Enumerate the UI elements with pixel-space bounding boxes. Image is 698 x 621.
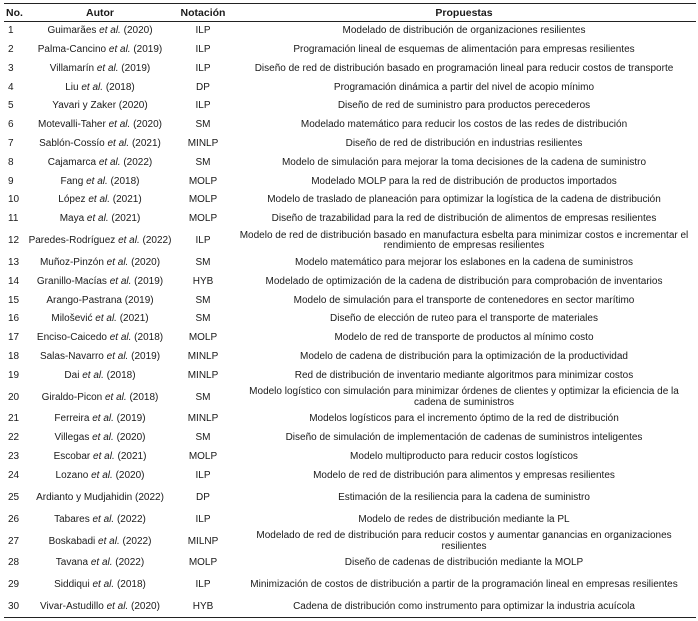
table-row [4, 229, 696, 254]
notation-cell: SM [195, 256, 211, 268]
proposal-cell: Modelo de simulación para mejorar la toma decisiones de la cadena de suministro [281, 156, 647, 168]
proposal-cell: Modelo de red de transporte de productos al mínimo costo [334, 332, 594, 344]
row-number: 24 [8, 469, 20, 481]
proposal-cell: Modelo multiproducto para reducir costos logísticos [350, 451, 578, 463]
notation-cell: ILP [195, 100, 211, 112]
author-cell [26, 448, 174, 467]
table-row [4, 135, 696, 154]
et-al: et al. [86, 175, 108, 187]
author-name: Villamarín [49, 62, 97, 74]
proposal-cell: Modelado de red de distribución para reducir costos y aumentar ganancias en organizaciones resilientes [256, 530, 672, 552]
author-year: (2018) [103, 369, 136, 381]
notation-cell: MOLP [188, 451, 218, 463]
author-cell [26, 554, 174, 573]
proposal-cell: Diseño de elección de ruteo para el transporte de materiales [330, 313, 598, 325]
notation-cell: MOLP [188, 194, 218, 206]
author-name: Ferreira [54, 413, 93, 425]
row-number: 15 [8, 294, 20, 306]
notation-cell: SM [195, 156, 211, 168]
table-row [4, 78, 696, 97]
notation-cell: MINLP [187, 350, 219, 362]
author-name: Cajamarca [47, 156, 99, 168]
author-name: Boskabadi [48, 535, 99, 547]
author-cell [26, 273, 174, 292]
proposal-cell: Modelo de redes de distribución mediante la PL [358, 513, 570, 525]
et-al: et al. [108, 119, 131, 131]
author-year: (2018) [131, 332, 164, 344]
author-cell [26, 41, 174, 60]
author-name: Ardianto y Mudjahidin (2022) [36, 491, 164, 503]
author-name: Milošević [51, 313, 96, 325]
author-name: Escobar [53, 451, 94, 463]
proposal-cell: Modelo de cadena de distribución para la optimización de la productividad [300, 350, 628, 362]
proposal-cell: Diseño de red de suministro para productos perecederos [337, 100, 591, 112]
table-body [4, 22, 696, 618]
row-number: 21 [8, 413, 20, 425]
notation-cell: HYB [192, 275, 214, 287]
author-cell [26, 291, 174, 310]
notation-cell: MOLP [188, 175, 218, 187]
table-row [4, 598, 696, 617]
table-row [4, 486, 696, 511]
row-number: 14 [8, 275, 20, 287]
author-year: (2022) [112, 557, 145, 569]
row-number: 8 [8, 156, 14, 168]
proposal-cell: Diseño de simulación de implementación de cadenas de suministros inteligentes [285, 432, 643, 444]
author-year: (2021) [110, 194, 142, 206]
row-number: 30 [4, 598, 26, 617]
row-number: 3 [8, 62, 14, 74]
et-al: et al. [91, 469, 113, 481]
notation-cell: ILP [195, 469, 211, 481]
author-year: (2021) [108, 213, 141, 225]
author-year: (2021) [116, 313, 149, 325]
author-cell [26, 135, 174, 154]
table-row [4, 385, 696, 410]
author-cell [26, 329, 174, 348]
notation-cell: MOLP [188, 557, 218, 569]
author-year: (2021) [114, 451, 147, 463]
header-row [4, 4, 696, 22]
notation-cell: ILP [195, 62, 211, 74]
author-name: Palma-Cancino [37, 43, 109, 55]
row-number: 7 [8, 137, 14, 149]
author-name: Muñoz-Pinzón [39, 256, 107, 268]
table-row [4, 429, 696, 448]
author-cell [26, 511, 174, 530]
author-cell [26, 310, 174, 329]
proposal-cell: Modelado MOLP para la red de distribución de productos importados [311, 175, 617, 187]
et-al: et al. [104, 391, 127, 403]
row-number: 27 [8, 535, 20, 547]
author-name: Sablón-Cossío [39, 137, 108, 149]
author-year: (2019) [128, 350, 161, 362]
author-year: (2021) [129, 137, 161, 149]
author-cell [26, 573, 174, 598]
proposal-cell: Modelo de traslado de planeación para optimizar la logística de la cadena de distribución [267, 194, 661, 206]
et-al: et al. [92, 432, 114, 444]
header-notacion: Notación [174, 4, 232, 22]
notation-cell: HYB [174, 598, 232, 617]
table-row [4, 254, 696, 273]
proposal-cell: Diseño de red de distribución basado en programación lineal para reducir costos de transporte [254, 62, 674, 74]
table-row [4, 41, 696, 60]
notation-cell: MILNP [187, 535, 219, 547]
row-number: 11 [8, 213, 19, 225]
author-cell [26, 60, 174, 79]
author-year: (2018) [103, 81, 135, 93]
notation-cell: ILP [195, 43, 211, 55]
row-number: 12 [8, 235, 20, 247]
author-name: López [58, 194, 89, 206]
proposal-cell: Estimación de la resiliencia para la cadena de suministro [338, 491, 590, 503]
table-row [4, 348, 696, 367]
author-year: (2020) [112, 469, 145, 481]
row-number: 18 [8, 350, 20, 362]
row-number: 19 [8, 369, 20, 381]
author-name: Giraldo-Picon [41, 391, 105, 403]
row-number: 22 [8, 432, 20, 444]
author-year: (2020) [120, 25, 153, 37]
notation-cell: DP [196, 491, 210, 503]
et-al: et al. [108, 43, 131, 55]
notation-cell: SM [195, 119, 211, 131]
table-row [4, 329, 696, 348]
table-row [4, 60, 696, 79]
author-name: Arango-Pastrana (2019) [46, 294, 154, 306]
proposal-cell: Programación lineal de esquemas de alimentación para empresas resilientes [293, 43, 635, 55]
author-year: (2018) [114, 579, 146, 591]
author-year: (2018) [126, 391, 159, 403]
author-name: Enciso-Caicedo [36, 332, 110, 344]
author-name: Fang [60, 175, 87, 187]
et-al: et al. [92, 579, 115, 591]
notation-cell: MINLP [187, 369, 219, 381]
author-cell [26, 78, 174, 97]
et-al: et al. [81, 81, 104, 93]
et-al: et al. [99, 25, 121, 37]
et-al: et al. [107, 137, 130, 149]
author-name: Tabares [54, 513, 93, 525]
proposal-cell: Modelo de red de distribución basado en manufactura esbelta para minimizar costos e incrementar el rendimiento de empresas resilientes [239, 229, 689, 252]
author-name: Maya [59, 213, 87, 225]
row-number: 29 [8, 579, 20, 591]
table-row [4, 154, 696, 173]
et-al: et al. [118, 235, 140, 247]
et-al: et al. [88, 194, 111, 206]
notation-cell: SM [195, 391, 211, 403]
proposal-cell: Modelo de simulación para el transporte de contenedores en sector marítimo [293, 294, 635, 306]
author-year: (2022) [120, 156, 153, 168]
notation-cell: ILP [195, 25, 211, 37]
table-row [4, 210, 696, 229]
et-al: et al. [98, 156, 121, 168]
notation-cell: MOLP [188, 213, 218, 225]
author-cell [26, 385, 174, 410]
et-al: et al. [109, 332, 132, 344]
table-row [4, 116, 696, 135]
table-row [4, 291, 696, 310]
author-cell [26, 429, 174, 448]
row-number: 25 [8, 491, 20, 503]
table-row [4, 410, 696, 429]
author-name: Yavari y Zaker (2020) [52, 100, 148, 112]
author-cell [26, 22, 174, 41]
proposal-cell: Modelado de optimización de la cadena de distribución para comprobación de inventarios [265, 275, 663, 287]
notation-cell: SM [195, 432, 211, 444]
author-cell [26, 229, 174, 254]
author-cell [26, 367, 174, 386]
proposal-cell: Diseño de trazabilidad para la red de distribución de alimentos de empresas resilientes [271, 213, 657, 225]
et-al: et al. [95, 313, 117, 325]
notation-cell: SM [195, 313, 211, 325]
table-row [4, 448, 696, 467]
notation-cell: ILP [195, 235, 211, 247]
proposal-cell: Modelos logísticos para el incremento óptimo de la red de distribución [309, 413, 619, 425]
author-year: (2022) [114, 513, 146, 525]
row-number: 10 [8, 194, 20, 206]
notation-cell: DP [196, 81, 210, 93]
author-name: Vivar-Astudillo [40, 601, 107, 613]
notation-cell: MOLP [188, 332, 218, 344]
author-cell [26, 348, 174, 367]
row-number: 20 [8, 391, 20, 403]
et-al: et al. [109, 275, 132, 287]
notation-cell: ILP [195, 579, 211, 591]
proposals-table [4, 3, 696, 618]
author-cell [26, 172, 174, 191]
author-cell [26, 97, 174, 116]
et-al: et al. [92, 413, 114, 425]
proposal-cell: Cadena de distribución como instrumento para optimizar la industria acuícola [232, 598, 696, 617]
table-row [4, 367, 696, 386]
author-cell [26, 529, 174, 554]
row-number: 6 [8, 119, 14, 131]
row-number: 5 [8, 100, 14, 112]
table-row [4, 97, 696, 116]
author-year: (2022) [119, 535, 152, 547]
author-cell [26, 410, 174, 429]
author-year: (2022) [139, 235, 172, 247]
proposal-cell: Minimización de costos de distribución a partir de la programación lineal en empresas resilientes [250, 579, 678, 591]
notation-cell: MINLP [187, 413, 219, 425]
author-cell [26, 598, 174, 617]
et-al: et al. [92, 513, 115, 525]
et-al: et al. [106, 350, 129, 362]
table-row [4, 191, 696, 210]
row-number: 16 [8, 313, 20, 325]
row-number: 2 [8, 43, 14, 55]
et-al: et al. [82, 369, 104, 381]
table-row [4, 511, 696, 530]
author-name: Paredes-Rodríguez [28, 235, 119, 247]
table-row [4, 273, 696, 292]
proposal-cell: Modelo de red de distribución para alimentos y empresas resilientes [313, 469, 615, 481]
author-year: (2020) [130, 119, 162, 131]
proposal-cell: Modelo matemático para mejorar los eslabones en la cadena de suministros [295, 256, 633, 268]
author-year: (2020) [113, 432, 146, 444]
author-cell [26, 467, 174, 486]
proposal-cell: Programación dinámica a partir del nivel de acopio mínimo [333, 81, 595, 93]
proposal-cell: Modelo logístico con simulación para minimizar órdenes de clientes y optimizar la eficiencia de la cadena de suministros [249, 386, 679, 408]
table-row [4, 529, 696, 554]
header-no: No. [4, 4, 26, 22]
author-name: Liu [65, 81, 82, 93]
author-year: (2020) [128, 601, 160, 613]
header-autor: Autor [26, 4, 174, 22]
author-name: Granillo-Macías [36, 275, 110, 287]
proposal-cell: Modelado matemático para reducir los costos de las redes de distribución [300, 119, 628, 131]
table-row [4, 22, 696, 41]
row-number: 1 [8, 25, 14, 37]
author-cell [26, 210, 174, 229]
author-name: Siddiqui [54, 579, 93, 591]
author-cell [26, 154, 174, 173]
header-propuestas: Propuestas [232, 4, 696, 22]
row-number: 28 [8, 557, 20, 569]
author-name: Dai [64, 369, 83, 381]
proposal-cell: Red de distribución de inventario mediante algoritmos para minimizar costos [294, 369, 634, 381]
author-name: Lozano [55, 469, 92, 481]
table-row [4, 310, 696, 329]
notation-cell: SM [195, 294, 211, 306]
table-row [4, 554, 696, 573]
author-name: Salas-Navarro [39, 350, 107, 362]
row-number: 26 [8, 513, 20, 525]
author-year: (2018) [107, 175, 140, 187]
author-name: Guimarães [47, 25, 100, 37]
notation-cell: ILP [195, 513, 211, 525]
row-number: 4 [8, 81, 14, 93]
author-year: (2019) [130, 43, 163, 55]
et-al: et al. [96, 62, 119, 74]
proposal-cell: Diseño de red de distribución en industrias resilientes [345, 137, 583, 149]
table-row [4, 467, 696, 486]
row-number: 23 [8, 451, 20, 463]
author-cell [26, 486, 174, 511]
author-year: (2019) [118, 62, 151, 74]
table-row [4, 573, 696, 598]
row-number: 9 [8, 175, 14, 187]
author-cell [26, 191, 174, 210]
author-year: (2019) [131, 275, 164, 287]
author-name: Motevalli-Taher [38, 119, 109, 131]
row-number: 17 [8, 332, 20, 344]
author-name: Villegas [54, 432, 93, 444]
author-cell [26, 254, 174, 273]
et-al: et al. [90, 557, 113, 569]
et-al: et al. [98, 535, 120, 547]
et-al: et al. [106, 256, 129, 268]
author-name: Tavana [55, 557, 91, 569]
et-al: et al. [86, 213, 109, 225]
author-year: (2020) [128, 256, 161, 268]
notation-cell: MINLP [187, 137, 219, 149]
et-al: et al. [93, 451, 115, 463]
proposal-cell: Modelado de distribución de organizaciones resilientes [342, 25, 586, 37]
row-number: 13 [8, 256, 20, 268]
proposal-cell: Diseño de cadenas de distribución mediante la MOLP [344, 557, 584, 569]
author-cell [26, 116, 174, 135]
author-year: (2019) [113, 413, 146, 425]
table-row [4, 172, 696, 191]
et-al: et al. [106, 601, 129, 613]
